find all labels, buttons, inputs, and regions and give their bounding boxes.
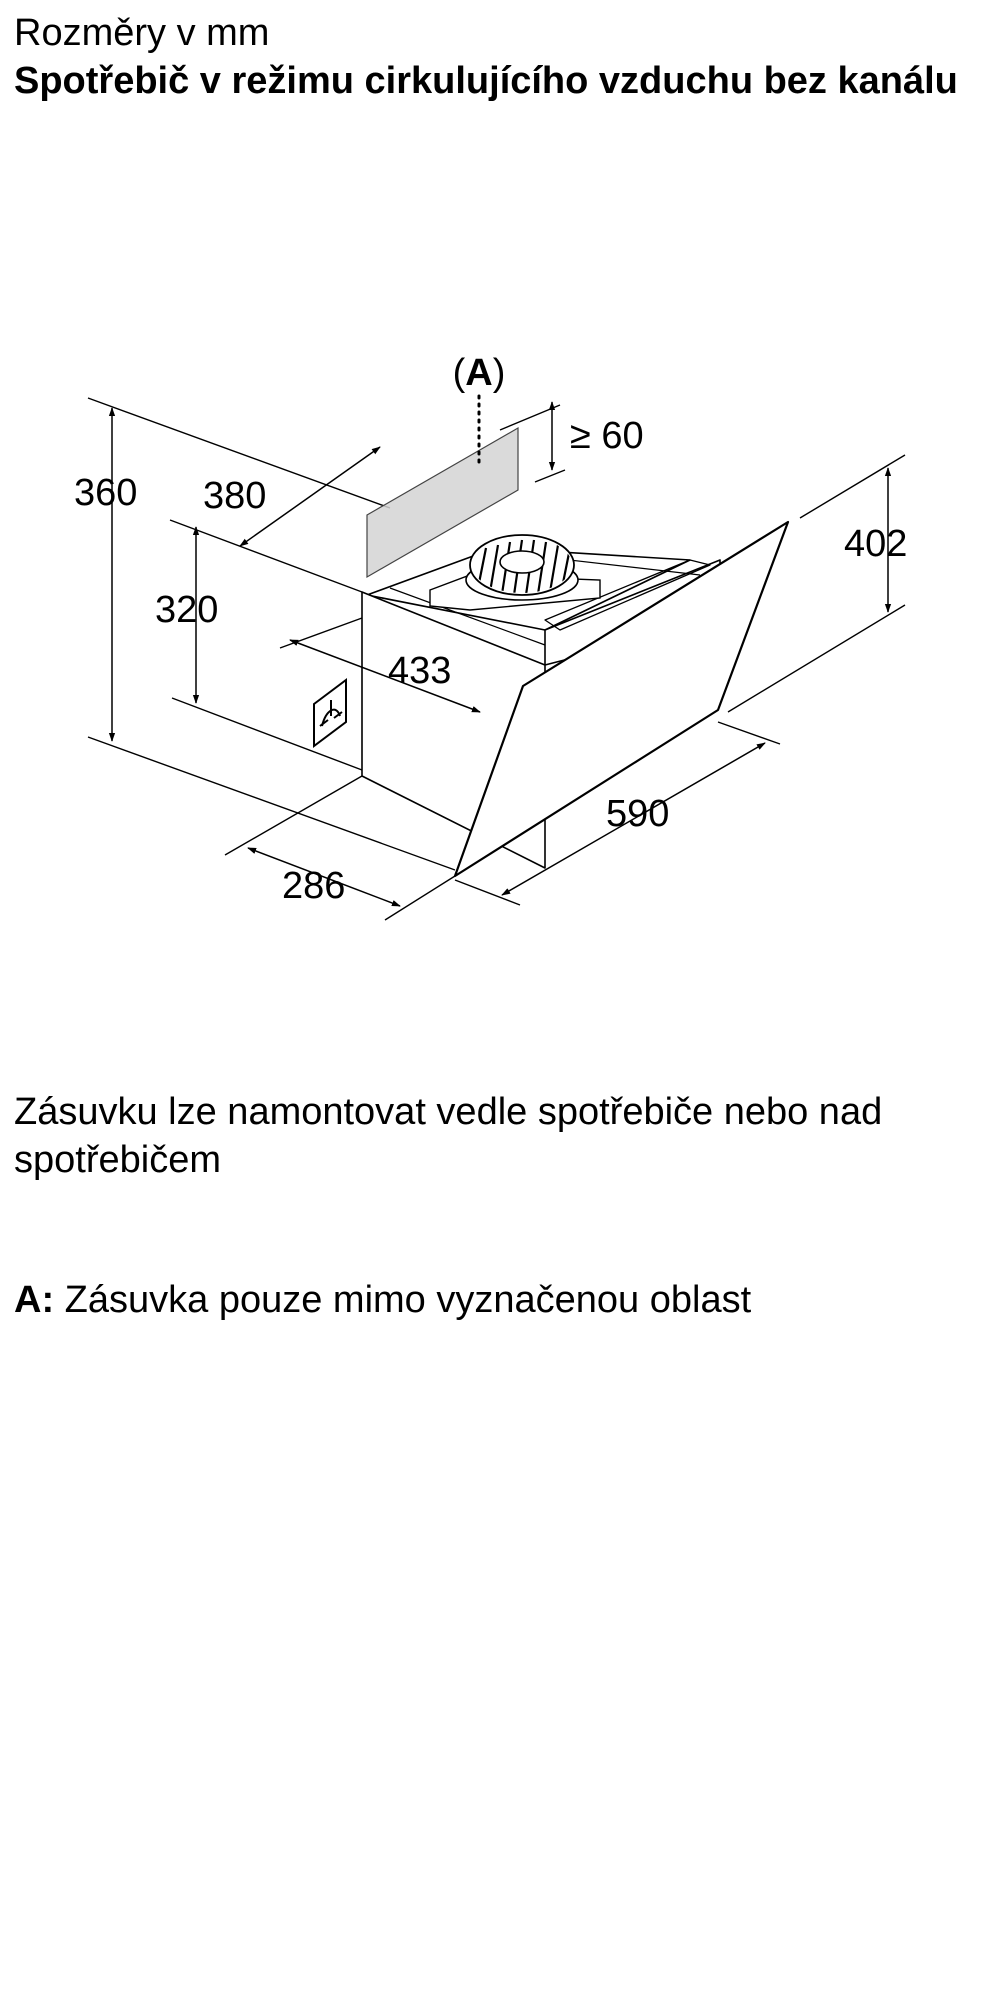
page-title: Spotřebič v režimu cirkulujícího vzduchu bez kanálu bbox=[14, 60, 958, 102]
socket-placement-note: Zásuvku lze namontovat vedle spotřebiče nebo nad spotřebičem bbox=[14, 1091, 883, 1181]
dim-label-front-width: 590 bbox=[606, 793, 670, 835]
units-heading: Rozměry v mm bbox=[14, 12, 270, 54]
dim-label-clearance: ≥ 60 bbox=[570, 415, 644, 457]
dim-label-right-height: 402 bbox=[844, 523, 908, 565]
dim-label-body-height: 320 bbox=[155, 589, 219, 631]
dim-label-top-depth: 380 bbox=[203, 475, 267, 517]
dimension-diagram bbox=[0, 340, 1000, 940]
legend-note bbox=[14, 1276, 989, 1324]
area-marker-label: (A) bbox=[452, 352, 506, 394]
legend-label: A: bbox=[14, 1279, 55, 1321]
dim-label-total-height: 360 bbox=[74, 472, 138, 514]
legend-text: Zásuvka pouze mimo vyznačenou oblast bbox=[64, 1279, 752, 1321]
dim-label-inner-width: 433 bbox=[388, 650, 452, 692]
power-socket-icon bbox=[314, 680, 346, 746]
dim-label-bottom-depth: 286 bbox=[282, 865, 346, 907]
